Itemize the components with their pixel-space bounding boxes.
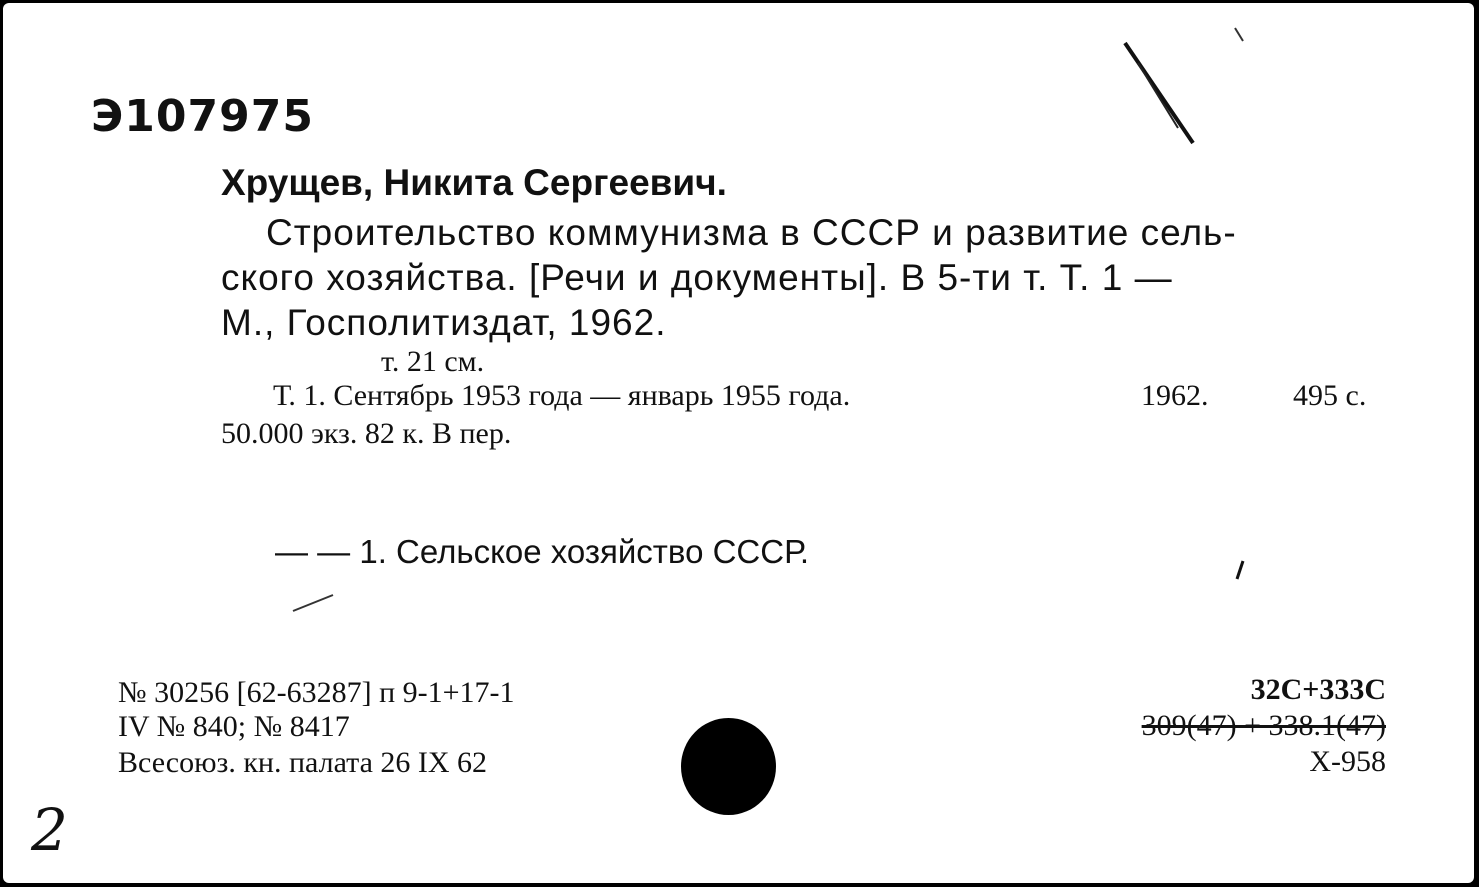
classification-code: 32С+333С [1250, 673, 1386, 706]
author-heading: Хрущев, Никита Сергеевич. [221, 162, 727, 203]
handwritten-number: 2 [31, 796, 68, 864]
punch-hole [681, 718, 776, 815]
chamber-line: Всесоюз. кн. палата 26 IX 62 [118, 746, 488, 779]
dimensions: т. 21 см. [381, 345, 485, 378]
edition-info: 50.000 экз. 82 к. В пер. [221, 417, 512, 450]
title-line-1: Строительство коммунизма в СССР и развитие сель- [266, 212, 1237, 253]
struck-classification-code: 309(47) + 338.1(47) [1141, 709, 1386, 742]
title-line-2: ского хозяйства. [Речи и документы]. В 5-ти т. Т. 1 — [221, 257, 1173, 298]
shelf-code: Х-958 [1309, 745, 1386, 778]
subject-heading: — — 1. Сельское хозяйство СССР. [275, 533, 810, 570]
title-line-3: М., Госполитиздат, 1962. [221, 302, 667, 343]
accession-number: Э107975 [91, 91, 314, 142]
catalog-card [3, 3, 1474, 883]
volume-description: Т. 1. Сентябрь 1953 года — январь 1955 года. [273, 379, 851, 412]
volume-year: 1962. [1141, 379, 1209, 412]
registry-line: IV № 840; № 8417 [118, 710, 350, 743]
catalog-number-line: № 30256 [62-63287] п 9-1+17-1 [118, 676, 515, 709]
volume-pages: 495 с. [1293, 379, 1367, 412]
